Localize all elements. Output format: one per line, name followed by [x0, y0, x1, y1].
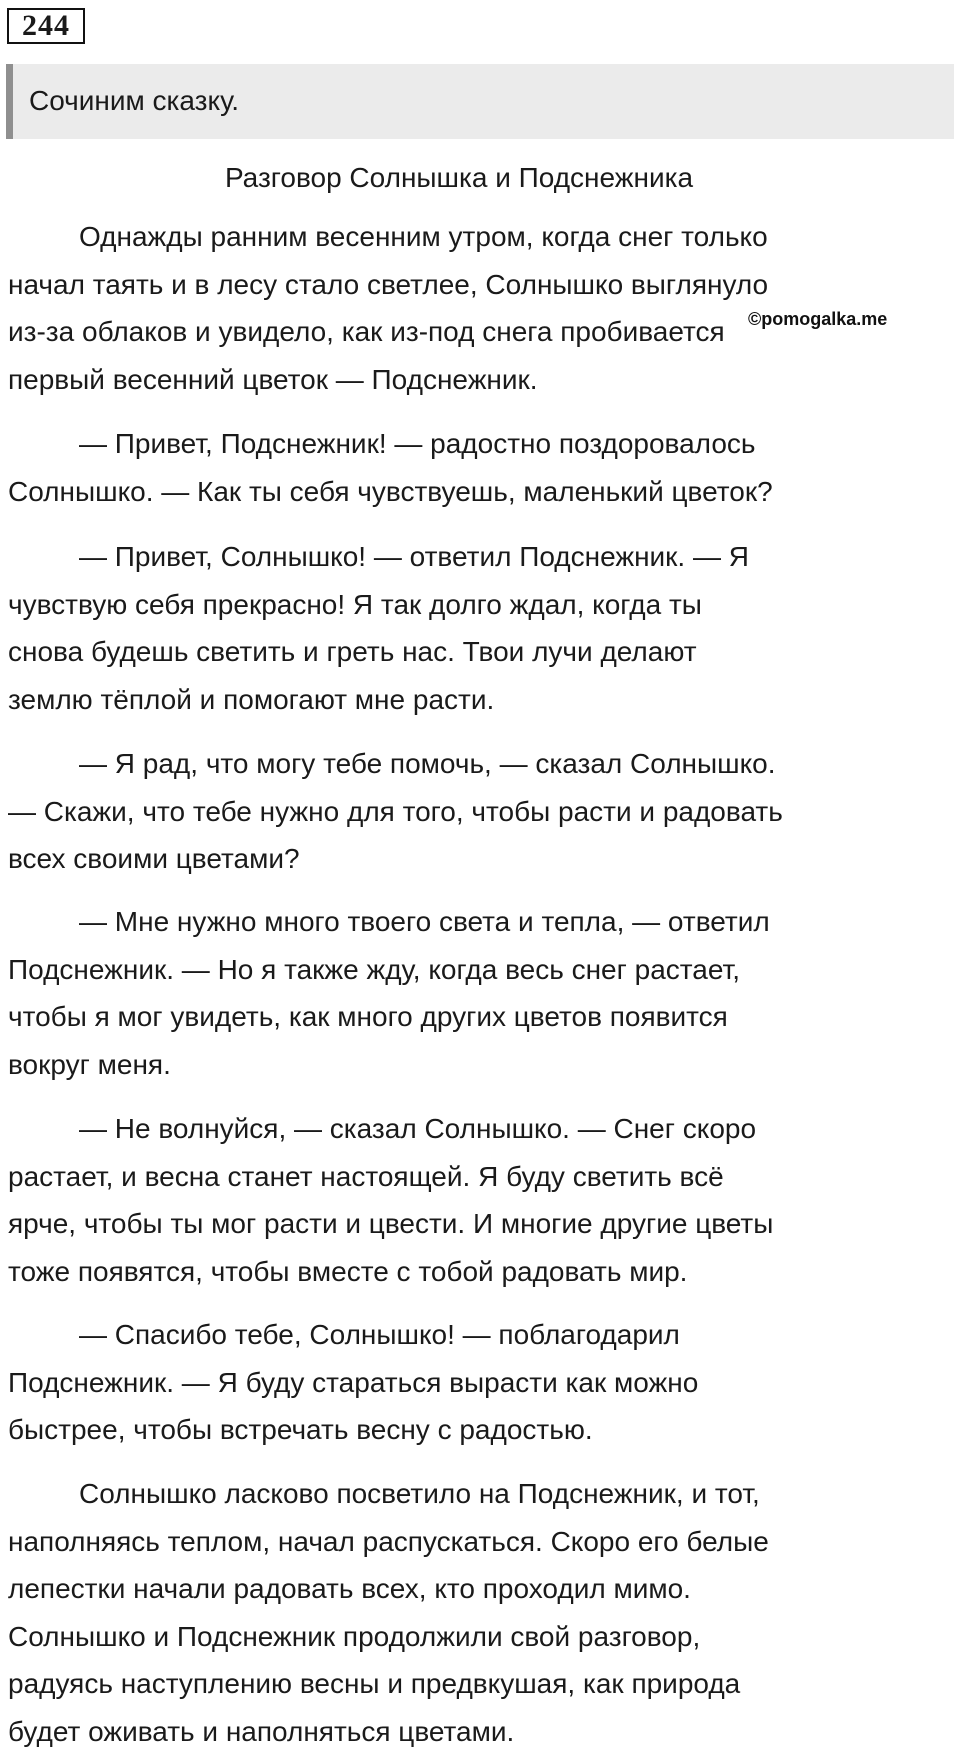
watermark: ©pomogalka.me	[748, 309, 887, 330]
task-instruction: Сочиним сказку.	[29, 84, 239, 118]
paragraph-line: — Мне нужно много твоего света и тепла, — ответил	[8, 898, 952, 946]
paragraph-line: — Скажи, что тебе нужно для того, чтобы расти и радовать	[8, 788, 952, 836]
story-paragraph	[8, 740, 952, 883]
task-number: 244	[7, 8, 85, 44]
paragraph-line: снова будешь светить и греть нас. Твои лучи делают	[8, 628, 952, 676]
paragraph-line: — Привет, Солнышко! — ответил Подснежник. — Я	[8, 533, 952, 581]
paragraph-line: растает, и весна станет настоящей. Я буду светить всё	[8, 1153, 952, 1201]
story-paragraph	[8, 1105, 952, 1295]
task-instruction-bar	[6, 64, 954, 139]
paragraph-line: начал таять и в лесу стало светлее, Солнышко выглянуло	[8, 261, 952, 309]
paragraph-line: наполняясь теплом, начал распускаться. Скоро его белые	[8, 1518, 952, 1566]
paragraph-line: Солнышко. — Как ты себя чувствуешь, маленький цветок?	[8, 468, 952, 516]
paragraph-line: из-за облаков и увидело, как из-под снега пробивается	[8, 308, 952, 356]
paragraph-line: вокруг меня.	[8, 1041, 952, 1089]
paragraph-line: — Не волнуйся, — сказал Солнышко. — Снег скоро	[8, 1105, 952, 1153]
story-paragraph	[8, 1470, 952, 1755]
paragraph-line: Солнышко ласково посветило на Подснежник, и тот,	[8, 1470, 952, 1518]
paragraph-line: ярче, чтобы ты мог расти и цвести. И многие другие цветы	[8, 1200, 952, 1248]
paragraph-line: всех своими цветами?	[8, 835, 952, 883]
paragraph-line: лепестки начали радовать всех, кто проходил мимо.	[8, 1565, 952, 1613]
paragraph-line: — Я рад, что могу тебе помочь, — сказал Солнышко.	[8, 740, 952, 788]
paragraph-line: быстрее, чтобы встречать весну с радостью.	[8, 1406, 952, 1454]
paragraph-line: радуясь наступлению весны и предвкушая, как природа	[8, 1660, 952, 1708]
paragraph-line: тоже появятся, чтобы вместе с тобой радовать мир.	[8, 1248, 952, 1296]
paragraph-line: — Спасибо тебе, Солнышко! — поблагодарил	[8, 1311, 952, 1359]
paragraph-line: будет оживать и наполняться цветами.	[8, 1708, 952, 1755]
paragraph-line: Подснежник. — Я буду стараться вырасти как можно	[8, 1359, 952, 1407]
paragraph-line: — Привет, Подснежник! — радостно поздоровалось	[8, 420, 952, 468]
story-paragraph	[8, 898, 952, 1088]
paragraph-line: чувствую себя прекрасно! Я так долго ждал, когда ты	[8, 581, 952, 629]
paragraph-line: Однажды ранним весенним утром, когда снег только	[8, 213, 952, 261]
paragraph-line: Солнышко и Подснежник продолжили свой разговор,	[8, 1613, 952, 1661]
story-paragraph	[8, 420, 952, 515]
paragraph-line: чтобы я мог увидеть, как много других цветов появится	[8, 993, 952, 1041]
paragraph-line: землю тёплой и помогают мне расти.	[8, 676, 952, 724]
paragraph-line: первый весенний цветок — Подснежник.	[8, 356, 952, 404]
story-paragraph	[8, 1311, 952, 1454]
story-paragraph	[8, 213, 952, 403]
paragraph-line: Подснежник. — Но я также жду, когда весь снег растает,	[8, 946, 952, 994]
story-title: Разговор Солнышка и Подснежника	[8, 161, 910, 195]
story-paragraph	[8, 533, 952, 723]
